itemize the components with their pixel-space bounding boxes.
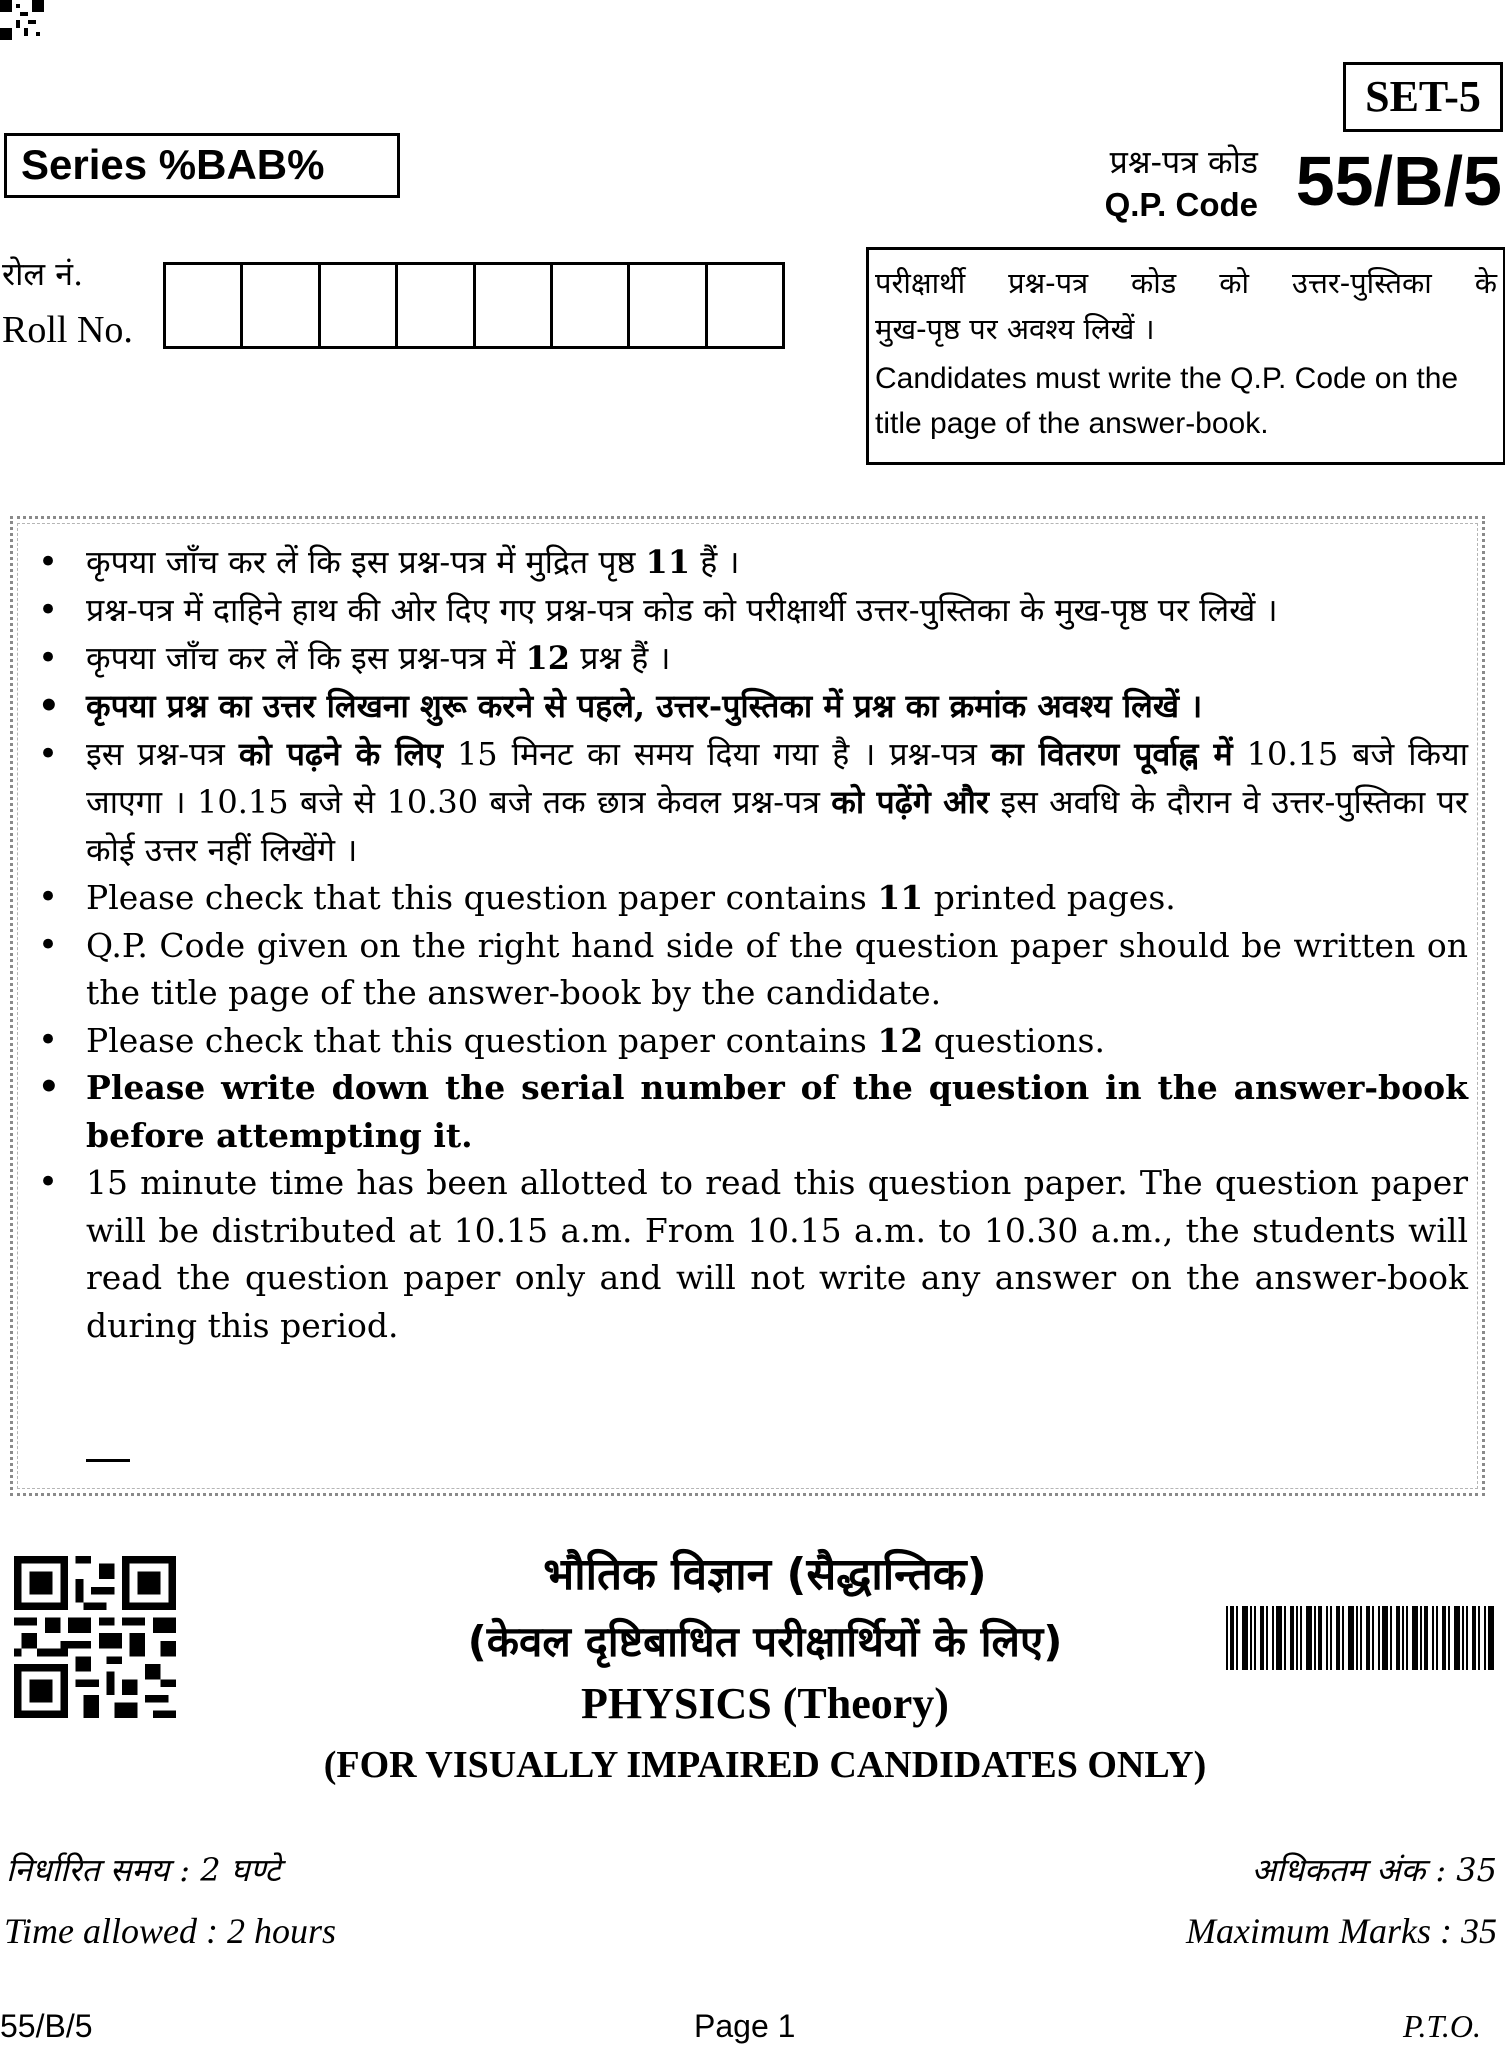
instruction-number: 11 (645, 543, 691, 581)
subject-title-hindi: भौतिक विज्ञान (सैद्धान्तिक) (543, 1549, 987, 1600)
instruction-number: 12 (525, 639, 571, 677)
roll-digit-box[interactable] (321, 265, 398, 346)
instruction-text: कृपया जाँच कर लें कि इस प्रश्न-पत्र में (86, 639, 526, 677)
instruction-number: 11 (877, 878, 924, 917)
instruction-hindi-time (38, 730, 1468, 874)
roll-label-hindi: रोल नं. (2, 255, 84, 293)
roll-digit-box[interactable] (398, 265, 475, 346)
code-note-hindi-line2: मुख-पृष्ठ पर अवश्य लिखें । (875, 312, 1155, 346)
instruction-english-pages (38, 874, 1468, 922)
roll-digit-box[interactable] (243, 265, 320, 346)
instruction-text: questions. (923, 1020, 1105, 1060)
barcode-icon (1226, 1606, 1496, 1670)
roll-digit-box[interactable] (553, 265, 630, 346)
instruction-english-time: • 15 minute time has been allotted to read this question paper. The question paper will be distributed at 10.15 a.m. From 10.15 a.m. to 10.30 a.m., the students will read the question paper only and will not write any answer on the answer-book during this period. (38, 1159, 1468, 1349)
instruction-english-questions (38, 1017, 1468, 1065)
qp-code-note (866, 247, 1505, 465)
instruction-text: इस अवधि के दौरान वे उत्तर-पुस्तिका पर कोई उत्तर नहीं लिखेंगे । (86, 783, 1468, 869)
qp-code-label-hindi: प्रश्न-पत्र कोड (1109, 143, 1258, 181)
code-note-english: Candidates must write the Q.P. Code on the title page of the answer-book. (875, 362, 1459, 440)
qp-code: 55/B/5 (1295, 142, 1502, 220)
instruction-emphasis: को पढ़ेंगे और (831, 783, 989, 821)
instruction-text: कृपया जाँच कर लें कि इस प्रश्न-पत्र में मुद्रित पृष्ठ (86, 543, 646, 581)
instruction-text: Please check that this question paper contains (86, 878, 878, 917)
time-allowed: Time allowed : 2 hours (4, 1911, 337, 1951)
end-dash (86, 1459, 130, 1462)
instruction-hindi-questions (38, 634, 1468, 682)
instruction-english-serial: • Please write down the serial number of the question in the answer-book before attempting it. (38, 1064, 1468, 1159)
instruction-text: Please check that this question paper contains (86, 1020, 878, 1060)
footer-pto: P.T.O. (1403, 2008, 1481, 2044)
code-note-hindi-line1: परीक्षार्थी प्रश्न-पत्र कोड को उत्तर-पुस्तिका के (875, 266, 1497, 300)
instructions-list (38, 538, 1468, 1349)
footer-page-number: Page 1 (694, 2008, 796, 2044)
instruction-text: 10.15 बजे किया जाएगा । 10.15 बजे से 10.30 बजे तक छात्र केवल प्रश्न-पत्र (86, 735, 1468, 821)
footer-code: 55/B/5 (0, 2008, 93, 2044)
maximum-marks-hindi: अधिकतम अंक : 35 (1251, 1851, 1497, 1889)
instruction-text: हैं । (690, 543, 740, 581)
qr-code-icon (14, 1556, 176, 1718)
series-label: Series %BAB% (4, 133, 400, 198)
small-qr-code-icon (0, 0, 44, 40)
roll-number-boxes[interactable] (163, 262, 785, 349)
roll-digit-box[interactable] (708, 265, 782, 346)
maximum-marks: Maximum Marks : 35 (1186, 1911, 1497, 1951)
instruction-text: प्रश्न हैं । (570, 639, 671, 677)
instruction-emphasis: को पढ़ने के लिए (238, 735, 443, 773)
roll-digit-box[interactable] (166, 265, 243, 346)
instruction-hindi-pages (38, 538, 1468, 586)
subject-subtitle: (FOR VISUALLY IMPAIRED CANDIDATES ONLY) (323, 1744, 1207, 1786)
qp-code-label: Q.P. Code (1104, 186, 1258, 223)
roll-digit-box[interactable] (476, 265, 553, 346)
subject-subtitle-hindi: (केवल दृष्टिबाधित परीक्षार्थियों के लिए) (467, 1617, 1063, 1666)
instruction-emphasis: का वितरण पूर्वाह्न में (990, 735, 1233, 773)
instruction-number: 12 (877, 1020, 924, 1060)
subject-title: PHYSICS (Theory) (581, 1679, 949, 1728)
roll-label: Roll No. (2, 309, 133, 351)
instruction-text: इस प्रश्न-पत्र (86, 735, 239, 773)
instruction-hindi-serial: • कृपया प्रश्न का उत्तर लिखना शुरू करने से पहले, उत्तर-पुस्तिका में प्रश्न का क्रमांक अवश्य लिखें । (38, 682, 1468, 730)
set-label: SET-5 (1343, 62, 1503, 132)
time-allowed-hindi: निर्धारित समय : 2 घण्टे (6, 1851, 281, 1889)
instruction-text: printed pages. (923, 878, 1176, 917)
roll-digit-box[interactable] (630, 265, 707, 346)
instruction-text: 15 मिनट का समय दिया गया है । प्रश्न-पत्र (442, 735, 991, 773)
instruction-hindi-code: • प्रश्न-पत्र में दाहिने हाथ की ओर दिए गए प्रश्न-पत्र कोड को परीक्षार्थी उत्तर-पुस्तिका के मुख-पृष्ठ पर लिखें । (38, 586, 1468, 634)
instruction-english-code: • Q.P. Code given on the right hand side of the question paper should be written on the title page of the answer-book by the candidate. (38, 922, 1468, 1017)
